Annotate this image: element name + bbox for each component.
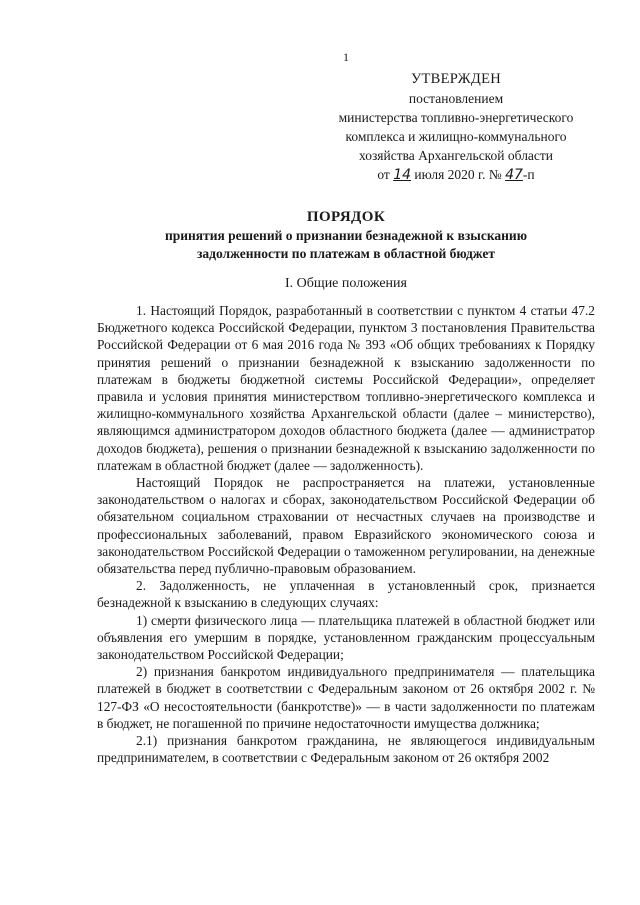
- approval-line-2: министерства топливно-энергетического: [338, 110, 574, 125]
- section-heading: I. Общие положения: [285, 276, 407, 291]
- paragraph-3: 2. Задолженность, не уплаченная в установленный срок, признается безнадежной к взысканию в следующих случаях:: [97, 578, 595, 611]
- approval-line-4: хозяйства Архангельской области: [358, 148, 554, 163]
- paragraph-2: Настоящий Порядок не распространяется на платежи, установленные законодательством о налогах и сборах, законодательством Российской Федерации об обязательном социальном страховании от несчастных случаев на производстве и профессиональных заболеваний, правом Евразийского экономического союза и законодательством Российской Федерации о таможенном регулировании, на денежные обязательства перед публично-правовым образованием.: [97, 475, 595, 577]
- handwritten-day: 14: [393, 167, 412, 183]
- document-body: [97, 302, 595, 766]
- date-middle: июля 2020 г. №: [414, 167, 502, 182]
- document-title: ПОРЯДОК: [306, 209, 386, 225]
- number-suffix: -п: [522, 167, 535, 182]
- approval-stamp-block: [330, 70, 582, 185]
- approval-line-3: комплекса и жилищно-коммунального: [345, 129, 567, 144]
- document-subtitle-line-2: задолженности по платежам в областной бюджет: [196, 245, 496, 261]
- paragraph-4: 1) смерти физического лица — плательщика платежей в областной бюджет или объявления его умершим в порядке, установленном гражданским процессуальным законодательством Российской Федерации;: [97, 612, 595, 663]
- approved-label: УТВЕРЖДЕН: [410, 71, 502, 87]
- approval-date-line: [330, 165, 582, 185]
- handwritten-number: 47: [505, 167, 523, 183]
- paragraph-5: 2) признания банкротом индивидуального предпринимателя — плательщика платежей в бюджет в соответствии с Федеральным законом от 26 октября 2002 г. № 127-ФЗ «О несостоятельности (банкротстве)» — в части задолженности по платежам в бюджет, не погашенной по причине недостаточности имущества должника;: [97, 664, 595, 731]
- page-number: 1: [343, 50, 349, 64]
- date-prefix: от: [377, 167, 390, 182]
- document-subtitle-line-1: принятия решений о признании безнадежной к взысканию: [164, 228, 528, 243]
- approval-line-1: постановлением: [408, 91, 504, 106]
- paragraph-6: 2.1) признания банкротом гражданина, не являющегося индивидуальным предпринимателем, в соответствии с Федеральным законом от 26 октября 2002: [97, 733, 595, 766]
- document-title-block: [96, 207, 596, 262]
- paragraph-1: 1. Настоящий Порядок, разработанный в соответствии с пунктом 4 статьи 47.2 Бюджетного кодекса Российской Федерации, пунктом 3 постановления Правительства Российской Федерации от 6 мая 2016 года № 393 «Об общих требованиях к Порядку принятия решений о признании безнадежной к взысканию задолженности по платежам в бюджеты бюджетной системы Российской Федерации», определяет правила и условия принятия министерством топливно-энергетического комплекса и жилищно-коммунального хозяйства Архангельской области (далее – министерство), являющимся администратором доходов областного бюджета (далее — администратор доходов бюджета), решения о признании безнадежной к взысканию задолженности по платежам в областной бюджет (далее — задолженность).: [97, 303, 595, 473]
